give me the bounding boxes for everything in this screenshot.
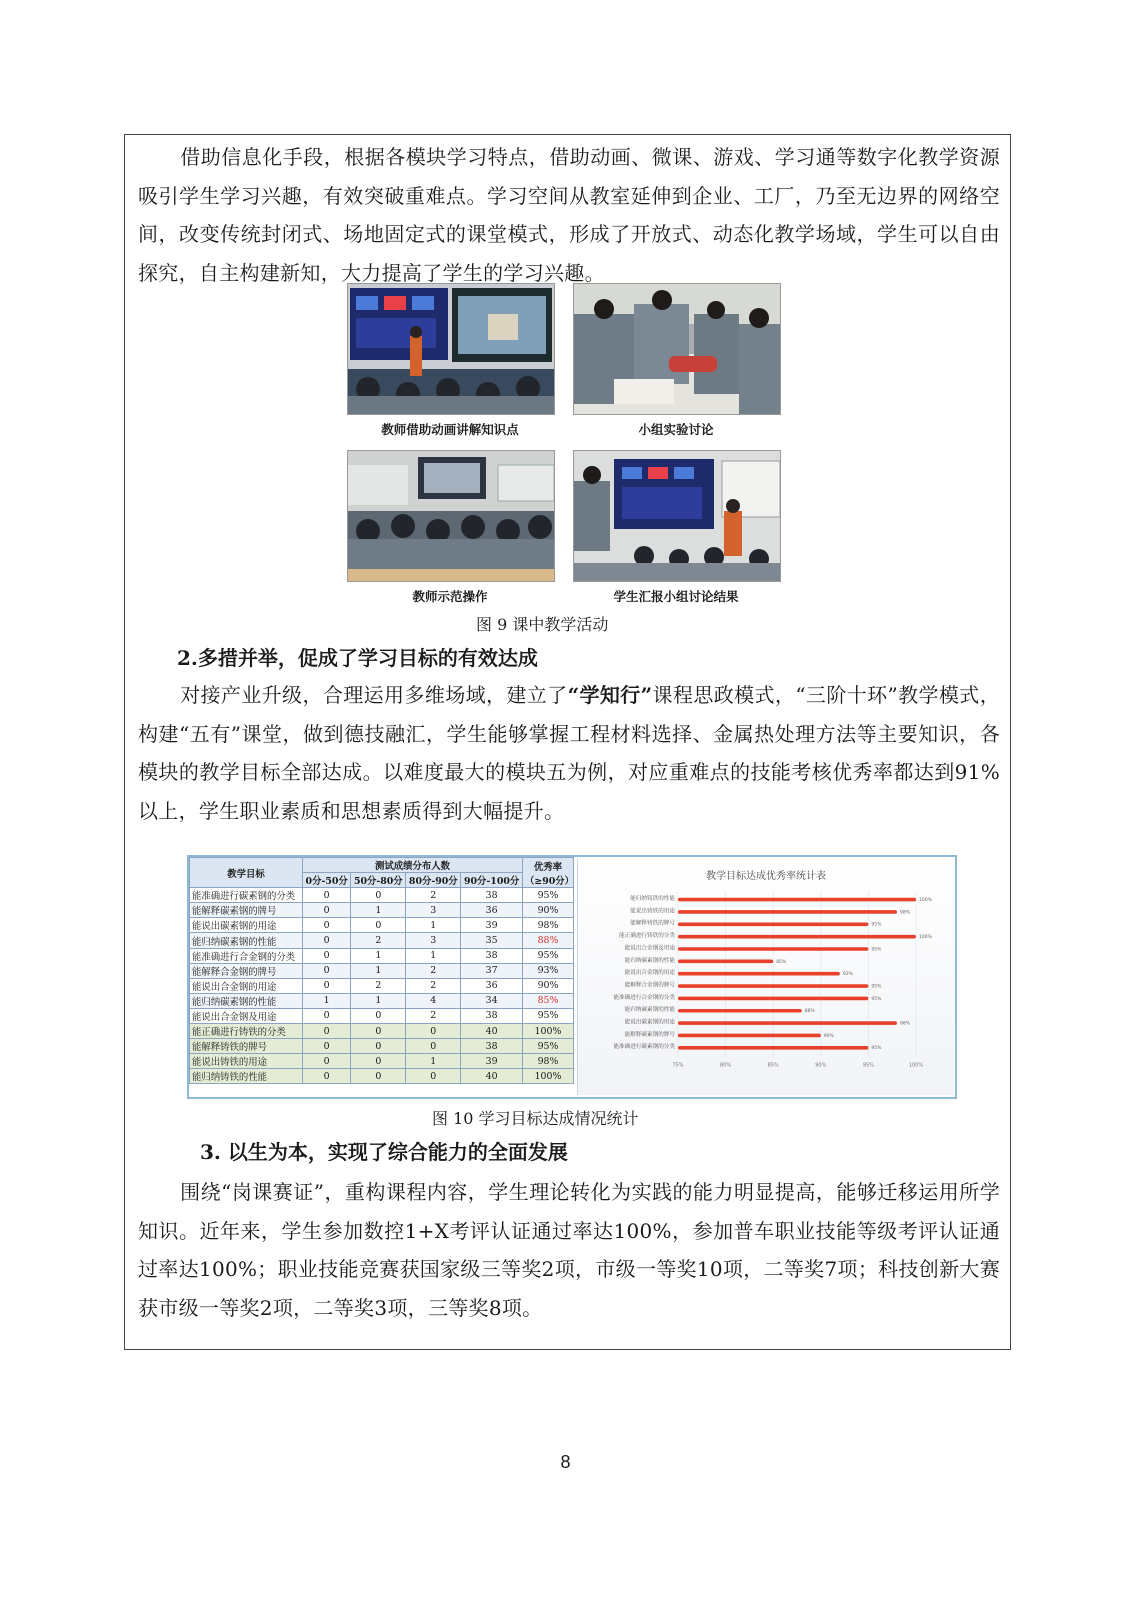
table-row [190, 1069, 574, 1084]
bar [678, 947, 868, 951]
paragraph-3-text: 围绕“岗课赛证”，重构课程内容，学生理论转化为实践的能力明显提高，能够迁移运用所学知识。近年来，学生参加数控1+X考评认证通过率达100%，参加普车职业技能等级考评认证通过率达100%；职业技能竞赛获国家级三等奖2项，市级一等奖10项，二等奖7项；科技创新大赛获市级一等奖2项，二等奖3项，三等奖8项。 [138, 1180, 1000, 1320]
col-range-header: 80分-90分 [406, 873, 461, 888]
paragraph-2-text-a: 对接产业升级，合理运用多维场域，建立了 [180, 683, 568, 707]
photo-group-experiment [573, 283, 781, 415]
y-category-label: 能说出合金钢的用途 [624, 970, 675, 977]
bar-value-label: 88% [804, 1009, 815, 1015]
table-cell-count: 0 [406, 1069, 461, 1084]
table-cell-count: 39 [461, 918, 523, 933]
table-cell-rate: 100% [523, 1069, 574, 1084]
table-cell-count: 39 [461, 1054, 523, 1069]
bar [678, 935, 916, 939]
table-cell-goal: 能说出合金钢及用途 [190, 1008, 303, 1023]
bar-value-label: 95% [871, 996, 882, 1002]
figure-10-caption: 图 10 学习目标达成情况统计 [432, 1109, 639, 1128]
figure-10 [187, 855, 957, 1099]
y-category-label: 能正确进行铸铁的分类 [619, 933, 675, 940]
photo-teacher-animation [347, 283, 555, 415]
table-cell-rate: 98% [523, 1054, 574, 1069]
table-cell-count: 40 [461, 1024, 523, 1039]
table-row [190, 948, 574, 963]
table-cell-count: 0 [406, 1024, 461, 1039]
bar-value-label: 95% [871, 947, 882, 953]
table-cell-count: 38 [461, 1039, 523, 1054]
table-cell-count: 0 [351, 888, 406, 903]
page-number: 8 [560, 1452, 571, 1472]
photo-caption-3: 教师示范操作 [412, 589, 488, 604]
table-cell-count: 0 [303, 1054, 351, 1069]
y-category-label: 能解释合金钢的牌号 [624, 982, 675, 989]
table-cell-goal: 能准确进行碳素钢的分类 [190, 888, 303, 903]
table-cell-count: 0 [303, 903, 351, 918]
bar [678, 1009, 802, 1013]
table-cell-count: 0 [303, 933, 351, 948]
bar-value-label: 92% [842, 972, 853, 978]
table-cell-count: 1 [351, 948, 406, 963]
table-cell-count: 38 [461, 888, 523, 903]
table-cell-count: 37 [461, 963, 523, 978]
paragraph-3 [138, 1173, 1000, 1327]
bar [678, 1034, 821, 1038]
table-cell-count: 0 [303, 888, 351, 903]
col-range-header: 50分-80分 [351, 873, 406, 888]
table-cell-goal: 能说出合金钢的用途 [190, 978, 303, 993]
table-cell-count: 2 [406, 1008, 461, 1023]
bar-value-label: 90% [823, 1033, 834, 1039]
table-cell-count: 0 [303, 1008, 351, 1023]
table-cell-count: 1 [406, 918, 461, 933]
table-cell-goal: 能说出铸铁的用途 [190, 1054, 303, 1069]
paragraph-1-text: 借助信息化手段，根据各模块学习特点，借助动画、微课、游戏、学习通等数字化教学资源吸引学生学习兴趣，有效突破重难点。学习空间从教室延伸到企业、工厂，乃至无边界的网络空间，改变传统封闭式、场地固定式的课堂模式，形成了开放式、动态化教学场域，学生可以自由探究，自主构建新知，大力提高了学生的学习兴趣。 [138, 145, 1000, 285]
table-cell-count: 0 [351, 1069, 406, 1084]
photo-teacher-demo [347, 450, 555, 582]
table-row [190, 1054, 574, 1069]
bar [678, 1046, 868, 1050]
table-cell-count: 1 [406, 948, 461, 963]
table-cell-count: 0 [303, 1039, 351, 1054]
table-cell-goal: 能解释铸铁的牌号 [190, 1039, 303, 1054]
table-cell-goal: 能解释合金钢的牌号 [190, 963, 303, 978]
table-cell-goal: 能说出碳素钢的用途 [190, 918, 303, 933]
bar [678, 997, 868, 1001]
table-cell-count: 0 [406, 1039, 461, 1054]
table-cell-count: 2 [351, 978, 406, 993]
table-cell-count: 0 [303, 918, 351, 933]
table-row [190, 1039, 574, 1054]
chart-title: 教学目标达成优秀率统计表 [706, 871, 826, 882]
table-cell-count: 0 [303, 1024, 351, 1039]
table-cell-count: 2 [406, 978, 461, 993]
bar-value-label: 85% [776, 959, 787, 965]
table-cell-count: 36 [461, 903, 523, 918]
bar-value-label: 95% [871, 922, 882, 928]
table-cell-count: 0 [351, 1008, 406, 1023]
bar [678, 923, 868, 927]
table-row [190, 933, 574, 948]
table-cell-count: 1 [406, 1054, 461, 1069]
bar-value-label: 95% [871, 984, 882, 990]
y-category-label: 能解释碳素钢的牌号 [624, 1031, 675, 1038]
y-category-label: 能准确进行碳素钢的分类 [613, 1044, 675, 1051]
table-cell-rate: 95% [523, 1008, 574, 1023]
y-category-label: 能归纳碳素钢的性能 [624, 1007, 675, 1014]
table-cell-count: 0 [351, 1024, 406, 1039]
x-tick-label: 80% [720, 1062, 732, 1069]
photo-student-report [573, 450, 781, 582]
y-category-label: 能准确进行合金钢的分类 [613, 994, 675, 1001]
table-cell-goal: 能正确进行铸铁的分类 [190, 1024, 303, 1039]
paragraph-2-bold: “学知行” [567, 683, 653, 707]
table-cell-goal: 能归纳铸铁的性能 [190, 1069, 303, 1084]
table-cell-count: 36 [461, 978, 523, 993]
table-cell-rate: 90% [523, 978, 574, 993]
x-tick-label: 100% [908, 1062, 924, 1069]
bar [678, 898, 916, 902]
table-row [190, 888, 574, 903]
x-tick-label: 95% [862, 1062, 874, 1069]
x-tick-label: 75% [672, 1062, 684, 1069]
bar [678, 910, 897, 914]
table-cell-rate: 95% [523, 948, 574, 963]
table-cell-rate: 85% [523, 993, 574, 1008]
table-cell-count: 2 [406, 963, 461, 978]
bar-value-label: 98% [899, 1021, 910, 1027]
bar [678, 960, 773, 964]
table-cell-goal: 能归纳碳素钢的性能 [190, 933, 303, 948]
paragraph-2 [138, 676, 1000, 830]
table-cell-rate: 93% [523, 963, 574, 978]
y-category-label: 能解释铸铁的牌号 [630, 920, 675, 927]
table-cell-count: 0 [303, 978, 351, 993]
table-cell-count: 2 [351, 933, 406, 948]
table-cell-count: 40 [461, 1069, 523, 1084]
figure-9-caption: 图 9 课中教学活动 [476, 615, 609, 634]
table-cell-count: 2 [406, 888, 461, 903]
bar-chart [578, 859, 954, 1095]
table-cell-count: 4 [406, 993, 461, 1008]
col-rate-header: 优秀率（≥90分） [523, 858, 574, 888]
bar-value-label: 100% [919, 935, 932, 941]
table-cell-count: 1 [351, 993, 406, 1008]
table-cell-count: 0 [303, 948, 351, 963]
table-cell-count: 0 [303, 1069, 351, 1084]
photo-caption-2: 小组实验讨论 [638, 422, 714, 437]
table-cell-goal: 能解释碳素钢的牌号 [190, 903, 303, 918]
section-heading-3: 3. 以生为本，实现了综合能力的全面发展 [200, 1140, 568, 1164]
bar-value-label: 95% [871, 1046, 882, 1052]
table-cell-rate: 95% [523, 1039, 574, 1054]
table-row [190, 903, 574, 918]
table-row [190, 963, 574, 978]
table-row [190, 993, 574, 1008]
paragraph-2-text-b: 课程思政模式，“三阶十环”教学模式，构建“五有”课堂，做到德技融汇，学生能够掌握工程材料选择、金属热处理方法等主要知识，各模块的教学目标全部达成。以难度最大的模块五为例，对应重难点的技能考核优秀率都达到91%以上，学生职业素质和思想素质得到大幅提升。 [138, 683, 1000, 823]
table-cell-rate: 100% [523, 1024, 574, 1039]
table-cell-goal: 能归纳碳素钢的性能 [190, 993, 303, 1008]
table-cell-count: 3 [406, 933, 461, 948]
table-row [190, 918, 574, 933]
bar [678, 984, 868, 988]
table-cell-count: 38 [461, 948, 523, 963]
y-category-label: 能归纳铸铁的性能 [630, 896, 675, 902]
x-tick-label: 90% [815, 1062, 827, 1069]
table-row [190, 1008, 574, 1023]
table-cell-count: 35 [461, 933, 523, 948]
table-cell-rate: 98% [523, 918, 574, 933]
bar-value-label: 98% [899, 910, 910, 916]
col-group-header: 测试成绩分布人数 [303, 858, 523, 873]
bar [678, 1021, 897, 1025]
table-cell-count: 0 [351, 918, 406, 933]
y-category-label: 能说出碳素钢的用途 [624, 1019, 675, 1026]
table-cell-rate: 90% [523, 903, 574, 918]
table-cell-count: 3 [406, 903, 461, 918]
bar-value-label: 100% [919, 898, 932, 903]
table-cell-goal: 能准确进行合金钢的分类 [190, 948, 303, 963]
stats-table [189, 857, 574, 1084]
table-cell-count: 0 [351, 1039, 406, 1054]
photo-caption-4: 学生汇报小组讨论结果 [613, 589, 739, 604]
bar [678, 972, 840, 976]
col-range-header: 0分-50分 [303, 873, 351, 888]
table-cell-rate: 95% [523, 888, 574, 903]
table-cell-rate: 88% [523, 933, 574, 948]
table-cell-count: 0 [351, 1054, 406, 1069]
section-heading-2: 2.多措并举，促成了学习目标的有效达成 [177, 646, 538, 670]
table-cell-count: 38 [461, 1008, 523, 1023]
col-range-header: 90分-100分 [461, 873, 523, 888]
table-row [190, 1024, 574, 1039]
table-cell-count: 34 [461, 993, 523, 1008]
y-category-label: 能说出铸铁的用途 [630, 908, 675, 915]
photo-caption-1: 教师借助动画讲解知识点 [381, 422, 519, 437]
table-row [190, 978, 574, 993]
x-tick-label: 85% [767, 1062, 779, 1069]
col-goal-header: 教学目标 [190, 858, 303, 888]
y-category-label: 能说出合金钢及用途 [624, 945, 675, 952]
table-cell-count: 0 [303, 963, 351, 978]
table-cell-count: 1 [303, 993, 351, 1008]
paragraph-1 [138, 138, 1000, 292]
y-category-label: 能归纳碳素钢的性能 [624, 957, 675, 964]
table-cell-count: 1 [351, 903, 406, 918]
table-cell-count: 1 [351, 963, 406, 978]
chart-panel [577, 859, 954, 1095]
